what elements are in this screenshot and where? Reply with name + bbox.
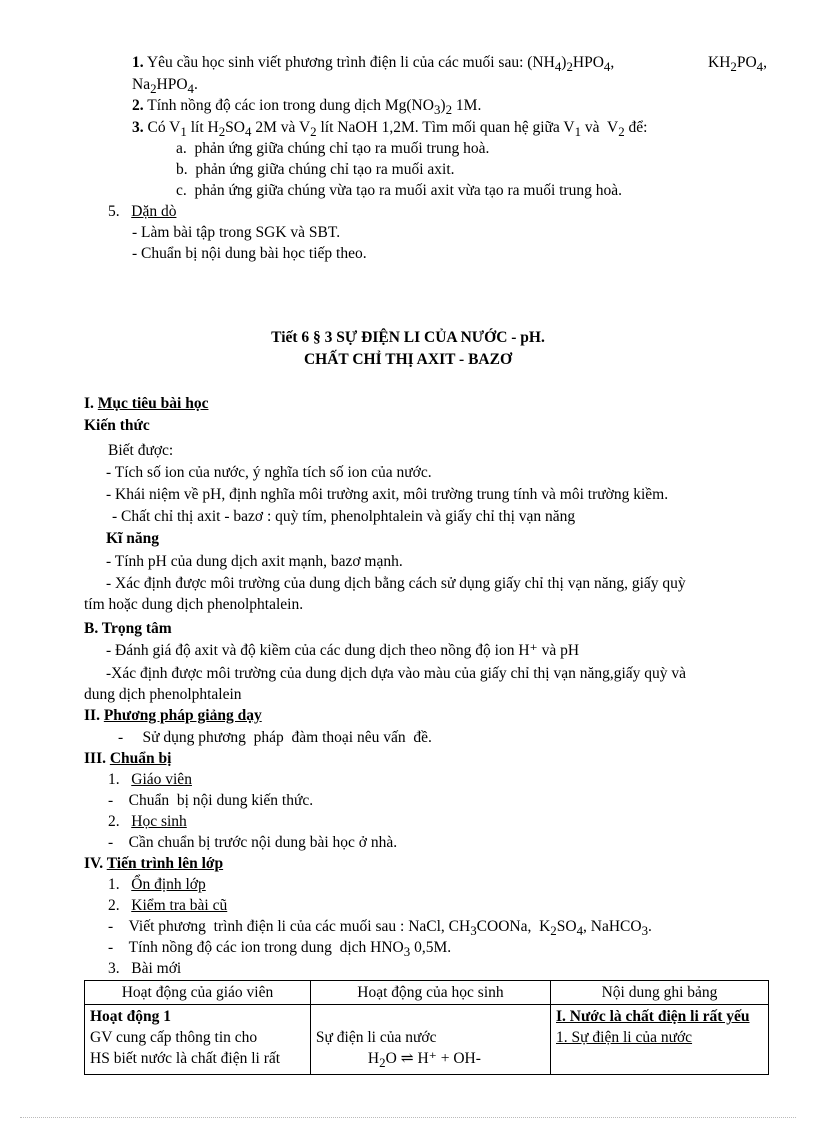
lesson-table [84, 980, 769, 1075]
section-3-heading: III. Chuẩn bị [84, 750, 172, 767]
student-activity-line-1: Sự điện li của nước [315, 1029, 437, 1046]
lesson-title-line-2: CHẤT CHỈ THỊ AXIT - BAZƠ [303, 351, 513, 368]
question-3-text: Có $V_1$ lít $H_2SO_4$ 2M và $V_2$ lít NaOH 1,2M. Tìm mối quan hệ giữa $V_1$ và $V_2$ để: [147, 119, 648, 140]
knowledge-intro: Biết được: [108, 442, 174, 459]
skills-item-1: - Tính pH của dung dịch axit mạnh, bazơ mạnh. [106, 553, 403, 570]
board-subheading: 1. Sự điện li của nước [556, 1029, 693, 1046]
step-1: 1. Ổn định lớp [108, 876, 206, 893]
knowledge-item-1: - Tích số ion của nước, ý nghĩa tích số ion của nước. [106, 464, 432, 481]
section-4-heading: IV. Tiến trình lên lớp [84, 855, 224, 872]
question-3-item-b: b. phản ứng giữa chúng chỉ tạo ra muối axit. [176, 161, 455, 178]
skills-item-2-cont: tím hoặc dung dịch phenolphtalein. [84, 596, 304, 613]
question-1 [132, 52, 614, 77]
section-b-item-1: - Đánh giá độ axit và độ kiềm của các dung dịch theo nồng độ ion H⁺ và pH [106, 642, 580, 659]
skills-heading: Kĩ năng [106, 530, 159, 547]
question-2-text: Tính nồng độ các ion trong dung dịch $Mg(NO_3)_2$ 1M. [147, 97, 482, 118]
board-content-cell [551, 1005, 769, 1075]
section-b-item-2-cont: dung dịch phenolphtalein [84, 686, 242, 703]
knowledge-heading: Kiến thức [84, 417, 150, 434]
board-heading: I. Nước là chất điện li rất yếu [556, 1008, 750, 1025]
header-student: Hoạt động của học sinh [310, 981, 550, 1005]
question-2-number: 2. [132, 97, 144, 114]
question-1-tail: $KH_2PO_4$, [708, 54, 767, 75]
step-3: 3. Bài mới [108, 960, 182, 977]
teacher-prep-heading: 1. Giáo viên [108, 771, 192, 788]
table-row [85, 1005, 769, 1075]
section-3-title: Chuẩn bị [109, 750, 172, 767]
question-3-number: 3. [132, 119, 144, 136]
section-2-title: Phương pháp giảng dạy [103, 707, 262, 724]
section-1-title: Mục tiêu bài học [97, 395, 209, 412]
question-1-number: 1. [132, 54, 144, 71]
knowledge-item-3: - Chất chỉ thị axit - bazơ : quỳ tím, phenolphtalein và giấy chỉ thị vạn năng [112, 508, 576, 525]
homework-heading: 5. Dặn dò [108, 203, 177, 220]
student-prep-heading: 2. Học sinh [108, 813, 187, 830]
table-header-row [85, 981, 769, 1005]
section-b-item-2: -Xác định được môi trường của dung dịch dựa vào màu của giấy chỉ thị vạn năng,giấy quỳ và [106, 665, 687, 682]
activity-heading: Hoạt động 1 [90, 1008, 171, 1025]
student-activity-cell [310, 1005, 550, 1075]
step-2: 2. Kiểm tra bài cũ [108, 897, 228, 914]
homework-title: Dặn dò [131, 203, 177, 220]
student-prep-item: - Cần chuẩn bị trước nội dung bài học ở nhà. [108, 834, 398, 851]
section-2-heading: II. Phương pháp giảng dạy [84, 707, 262, 724]
check-item-2: - Tính nồng độ các ion trong dung dịch $HNO_3$ 0,5M. [108, 939, 452, 960]
skills-item-2: - Xác định được môi trường của dung dịch bằng cách sử dụng giấy chỉ thị vạn năng, giấy quỳ [106, 575, 686, 592]
homework-item-2: - Chuẩn bị nội dung bài học tiếp theo. [132, 245, 367, 262]
section-2-item-1: - Sử dụng phương pháp đàm thoại nêu vấn đề. [118, 729, 432, 746]
section-1-heading: I. Mục tiêu bài học [84, 395, 209, 412]
homework-item-1: - Làm bài tập trong SGK và SBT. [132, 224, 341, 241]
teacher-activity-cell [85, 1005, 311, 1075]
teacher-prep-item: - Chuẩn bị nội dung kiến thức. [108, 792, 314, 809]
lesson-title-line-1: Tiết 6 § 3 SỰ ĐIỆN LI CỦA NƯỚC - pH. [271, 329, 545, 346]
water-equation: $H_2O$ ⇌ H⁺ + OH- [367, 1050, 481, 1071]
teacher-activity-line-1: GV cung cấp thông tin cho [90, 1029, 258, 1046]
page-footer-rule [20, 1117, 796, 1118]
header-teacher: Hoạt động của giáo viên [85, 981, 311, 1005]
section-4-title: Tiến trình lên lớp [106, 855, 224, 872]
section-b-heading: B. Trọng tâm [84, 620, 172, 637]
question-3-item-c: c. phản ứng giữa chúng vừa tạo ra muối axit vừa tạo ra muối trung hoà. [176, 182, 622, 199]
header-board: Nội dung ghi bảng [551, 981, 769, 1005]
knowledge-item-2: - Khái niệm về pH, định nghĩa môi trường axit, môi trường trung tính và môi trường kiềm. [106, 486, 669, 503]
teacher-activity-line-2: HS biết nước là chất điện li rất [90, 1050, 281, 1067]
question-1-continuation: $Na_2HPO_4$. [132, 76, 198, 97]
question-3-item-a: a. phản ứng giữa chúng chỉ tạo ra muối trung hoà. [176, 140, 490, 157]
check-item-1: - Viết phương trình điện li của các muối sau : NaCl, $CH_3COONa$, $K_2SO_4$, NaHCO$_3$. [108, 918, 652, 939]
question-1-text: Yêu cầu học sinh viết phương trình điện li của các muối sau: $(NH_4)_2HPO_4$, [146, 54, 615, 75]
